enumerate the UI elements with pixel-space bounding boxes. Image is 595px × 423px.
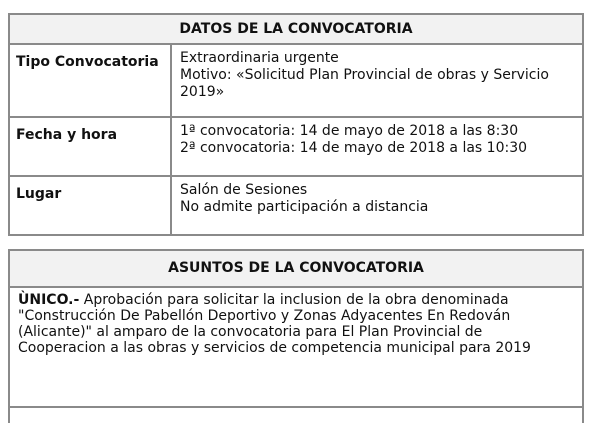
asuntos-title: ASUNTOS DE LA CONVOCATORIA [9, 250, 583, 287]
datos-title: DATOS DE LA CONVOCATORIA [9, 14, 583, 44]
asunto-item [9, 287, 583, 407]
tipo-convocatoria-value [171, 44, 583, 117]
lugar-line: Salón de Sesiones [180, 182, 308, 198]
datos-convocatoria-table [8, 13, 584, 236]
primera-convocatoria-line: 1ª convocatoria: 14 de mayo de 2018 a las 8:30 [180, 123, 519, 139]
lugar-value [171, 176, 583, 235]
asuntos-convocatoria-table [8, 249, 584, 423]
empty-cell [9, 407, 583, 423]
row-lugar [9, 176, 583, 235]
tipo-convocatoria-label: Tipo Convocatoria [9, 44, 171, 117]
lugar-label: Lugar [9, 176, 171, 235]
segunda-convocatoria-line: 2ª convocatoria: 14 de mayo de 2018 a las 10:30 [180, 140, 528, 156]
row-fecha-hora [9, 117, 583, 176]
motivo-line: Motivo: «Solicitud Plan Provincial de obras y Servicio 2019» [180, 67, 549, 100]
asunto-heading: ÙNICO.- [18, 292, 80, 308]
tipo-line: Extraordinaria urgente [180, 50, 339, 66]
asunto-empty-row [9, 407, 583, 423]
asunto-content [9, 287, 583, 407]
participacion-line: No admite participación a distancia [180, 199, 429, 215]
row-tipo-convocatoria [9, 44, 583, 117]
fecha-hora-value [171, 117, 583, 176]
fecha-hora-label: Fecha y hora [9, 117, 171, 176]
asunto-text: Aprobación para solicitar la inclusion de la obra denominada "Construcción De Pabellón Deportivo y Zonas Adyacentes En Redován (Alicante)" al amparo de la convocatoria para El Plan Provincial de Cooperacion a las obras y servicios de competencia municipal para 2019 [18, 292, 531, 356]
